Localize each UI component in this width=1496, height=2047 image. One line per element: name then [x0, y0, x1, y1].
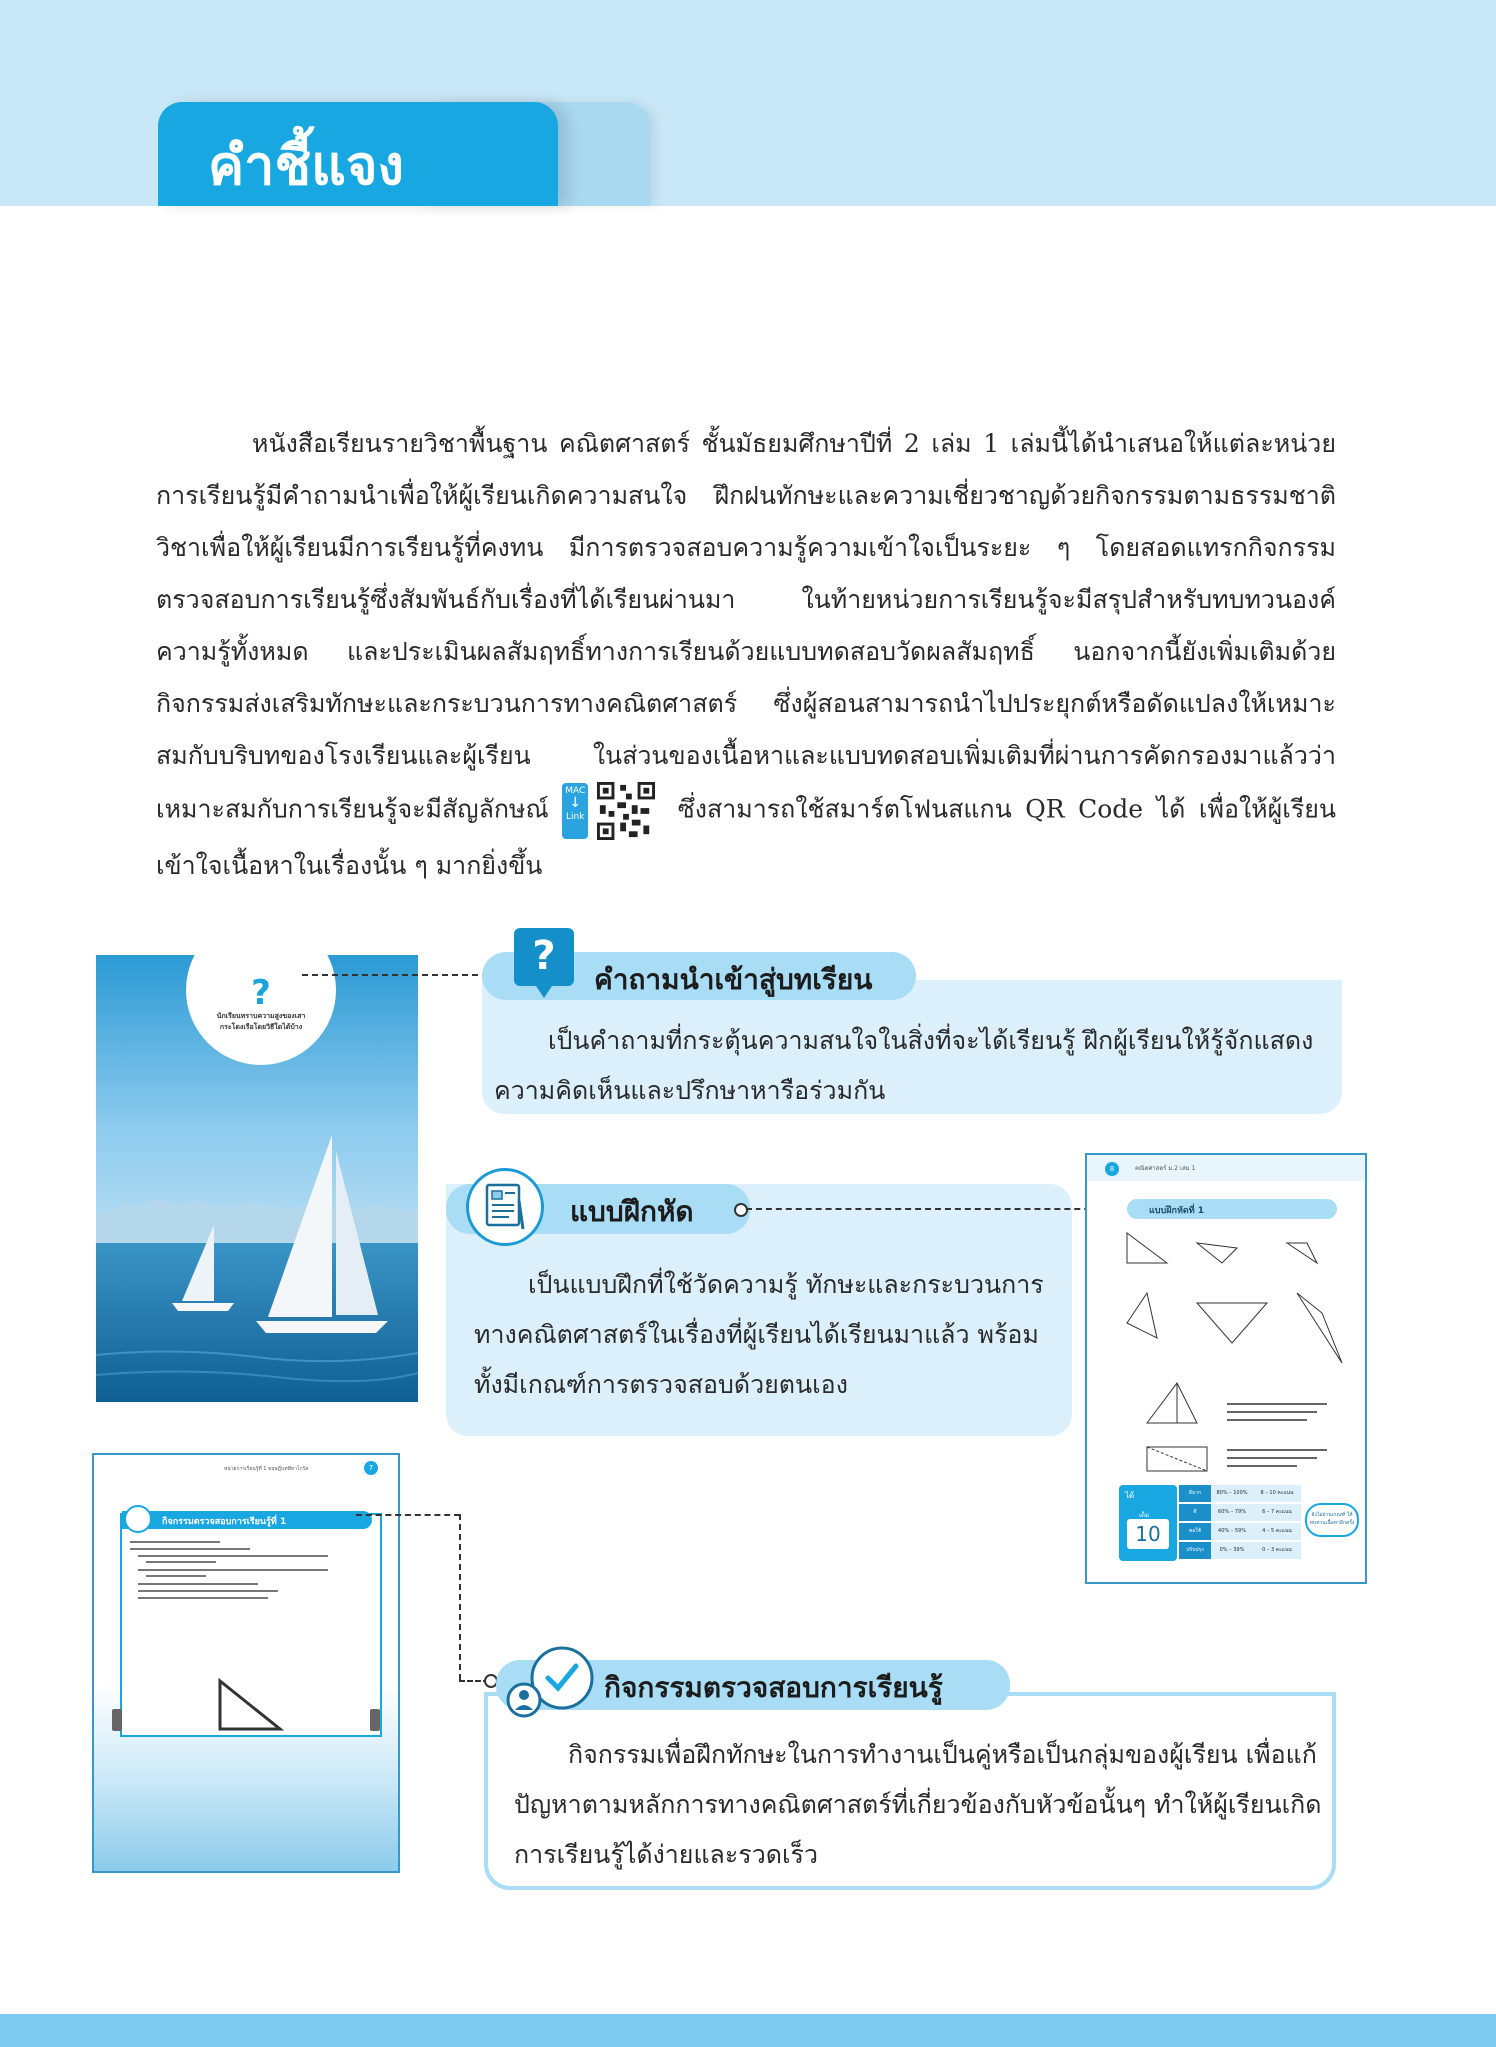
thumb-ex-score-box: [1119, 1485, 1177, 1561]
worksheet-icon-graphic: [469, 1171, 541, 1243]
thumb-act-check-icon: [124, 1505, 152, 1533]
thumb-ex-header: [1087, 1155, 1365, 1181]
mac-link-icon: MAC ↓ Link: [562, 783, 588, 839]
activity-page-thumbnail: [92, 1453, 400, 1873]
thumb-ex-criteria-row: พอใช้ 40% – 59% 4 – 5 คะแนน: [1179, 1523, 1301, 1540]
connector-line-3b: [459, 1514, 461, 1680]
thumb-act-clip-right: [370, 1709, 380, 1731]
thumb-act-page-number: 7: [364, 1461, 378, 1475]
lead-question-title: คำถามนำเข้าสู่บทเรียน: [594, 963, 873, 996]
check-activity-title: กิจกรรมตรวจสอบการเรียนรู้: [604, 1671, 943, 1704]
worksheet-icon: [466, 1168, 544, 1246]
thumb-act-clip-left: [112, 1709, 122, 1731]
connector-dot-2: [734, 1203, 748, 1217]
connector-line-3a: [356, 1514, 460, 1516]
thumb-ex-score-total: 10: [1127, 1519, 1169, 1549]
intro-paragraph: [156, 418, 1336, 892]
photo-caption: นักเรียนทราบความสูงของเสากระโดงเรือโดยวิธีใดได้บ้าง: [216, 1012, 306, 1031]
thumb-ex-cloud: ยังไม่ผ่านเกณฑ์ ให้ทบทวนเนื้อหาอีกครั้ง: [1305, 1503, 1359, 1537]
thumb-ex-criteria-row: ดีมาก 80% – 100% 8 – 10 คะแนน: [1179, 1485, 1301, 1502]
thumb-ex-score-label: ได้: [1125, 1491, 1135, 1500]
thumb-ex-criteria-row: ดี 60% – 79% 6 – 7 คะแนน: [1179, 1504, 1301, 1521]
lead-question-description: เป็นคำถามที่กระตุ้นความสนใจในสิ่งที่จะได้เรียนรู้ ฝึกผู้เรียนให้รู้จักแสดงความคิดเห็นและปรึกษาหารือร่วมกัน: [494, 1026, 1314, 1105]
connector-line-2: [746, 1208, 1130, 1210]
thumb-ex-triangles: [1117, 1223, 1357, 1473]
page-title: คำชี้แจง: [208, 134, 404, 197]
exercise-description: เป็นแบบฝึกที่ใช้วัดความรู้ ทักษะและกระบวนการทางคณิตศาสตร์ในเรื่องที่ผู้เรียนได้เรียนมาแล้ว พร้อมทั้งมีเกณฑ์การตรวจสอบด้วยตนเอง: [474, 1270, 1044, 1399]
thumb-ex-criteria-table: [1179, 1485, 1301, 1559]
connector-line-1: [302, 974, 498, 976]
question-icon: ?: [514, 928, 574, 986]
check-person-icon: [506, 1642, 598, 1726]
footer-band: [0, 2014, 1496, 2047]
thumb-ex-criteria-row: ปรับปรุง 0% – 39% 0 – 3 คะแนน: [1179, 1542, 1301, 1559]
thumb-act-running-header: หน่วยการเรียนรู้ที่ 1 ทฤษฎีบทพีทาโกรัส: [224, 1466, 309, 1472]
thumb-ex-running-header: คณิตศาสตร์ ม.2 เล่ม 1: [1135, 1165, 1196, 1172]
thumb-ex-heading: แบบฝึกหัดที่ 1: [1149, 1206, 1205, 1216]
intro-text-part2: ซึ่งสามารถใช้สมาร์ตโฟนสแกน QR Code ได้ เพื่อให้ผู้เรียนเข้าใจเนื้อหาในเรื่องนั้น ๆ มากยิ่งขึ้น: [156, 794, 1337, 880]
photo-question-mark: ?: [251, 973, 271, 1013]
check-activity-description: กิจกรรมเพื่อฝึกทักษะในการทำงานเป็นคู่หรือเป็นกลุ่มของผู้เรียน เพื่อแก้ปัญหาตามหลักการทางคณิตศาสตร์ที่เกี่ยวข้องกับหัวข้อนั้นๆ ทำให้ผู้เรียนเกิดการเรียนรู้ได้ง่ายและรวดเร็ว: [514, 1740, 1322, 1869]
exercise-title: แบบฝึกหัด: [570, 1195, 694, 1228]
qr-code-icon: [596, 782, 656, 840]
thumb-act-heading: กิจกรรมตรวจสอบการเรียนรู้ที่ 1: [162, 1517, 287, 1527]
thumb-ex-score-total-label: เต็ม: [1139, 1512, 1149, 1519]
thumb-act-content: [130, 1539, 370, 1789]
thumb-ex-page-number: 8: [1105, 1162, 1119, 1176]
intro-text-part1: หนังสือเรียนรายวิชาพื้นฐาน คณิตศาสตร์ ชั้นมัธยมศึกษาปีที่ 2 เล่ม 1 เล่มนี้ได้นำเสนอให้แต่ละหน่วยการเรียนรู้มีคำถามนำเพื่อให้ผู้เรียนเกิดความสนใจ ฝึกฝนทักษะและความเชี่ยวชาญด้วยกิจกรรมตามธรรมชาติวิชาเพื่อให้ผู้เรียนมีการเรียนรู้ที่คงทน มีการตรวจสอบความรู้ความเข้าใจเป็นระยะ ๆ โดยสอดแทรกกิจกรรมตรวจสอบการเรียนรู้ซึ่งสัมพันธ์กับเรื่องที่ได้เรียนผ่านมา ในท้ายหน่วยการเรียนรู้จะมีสรุปสำหรับทบทวนองค์ความรู้ทั้งหมด และประเมินผลสัมฤทธิ์ทางการเรียนด้วยแบบทดสอบวัดผลสัมฤทธิ์ นอกจากนี้ยังเพิ่มเติมด้วยกิจกรรมส่งเสริมทักษะและกระบวนการทางคณิตศาสตร์ ซึ่งผู้สอนสามารถนำไปประยุกต์หรือดัดแปลงให้เหมาะสมกับบริบทของโรงเรียนและผู้เรียน ในส่วนของเนื้อหาและแบบทดสอบเพิ่มเติมที่ผ่านการคัดกรองมาแล้วว่าเหมาะสมกับการเรียนรู้จะมีสัญลักษณ์: [156, 429, 1336, 824]
exercise-page-thumbnail: [1085, 1153, 1367, 1584]
check-person-icon-graphic: [506, 1642, 598, 1726]
sailboat-photo: [96, 955, 418, 1402]
